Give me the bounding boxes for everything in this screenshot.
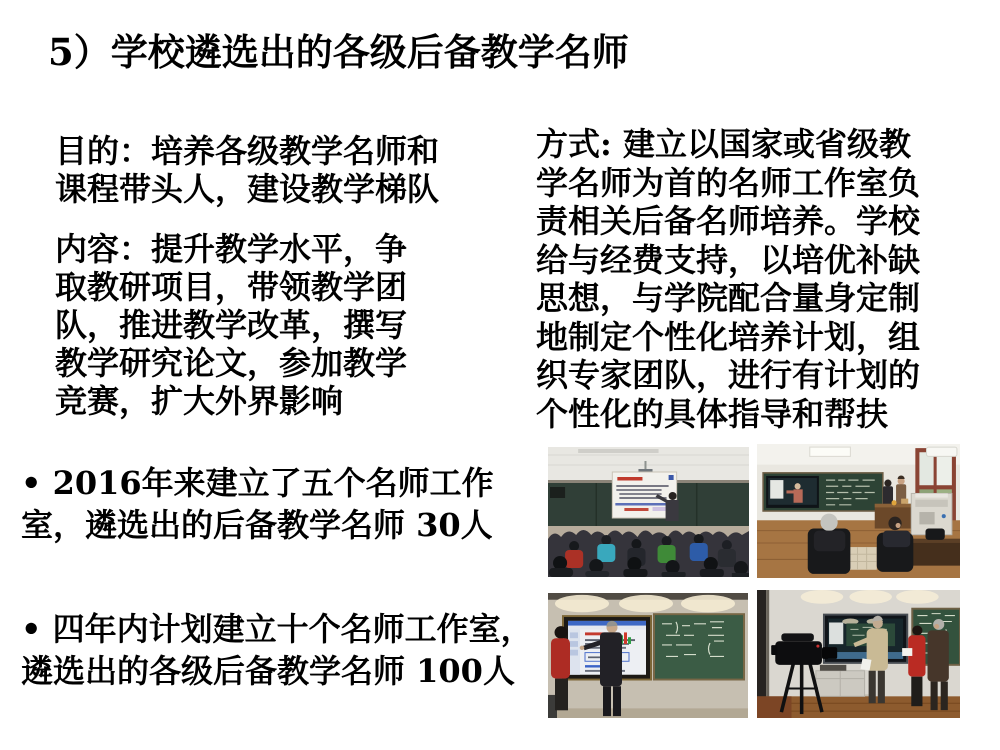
photo-seminar-room	[757, 444, 960, 578]
text-line: • 2016年来建立了五个名师工作	[21, 464, 494, 502]
text-line: 取教研项目，带领教学团	[55, 268, 408, 306]
photo-lecture-hall-illustration	[548, 447, 749, 577]
method-text	[536, 125, 920, 433]
content-text	[55, 230, 407, 420]
text-line: 个性化的具体指导和帮扶	[536, 394, 889, 433]
bullet-item-workshops-2016	[21, 462, 494, 546]
text-line: 队，推进教学改革，撰写	[55, 306, 408, 344]
photo-smartboard-illustration	[548, 593, 748, 718]
text-line: 给与经费支持，以培优补缺	[536, 240, 921, 279]
text-line: 竞赛，扩大外界影响	[55, 382, 344, 420]
text-line: 思想，与学院配合量身定制	[536, 279, 921, 317]
photo-smartboard-presentation	[548, 593, 748, 718]
slide-title: 5）学校遴选出的各级后备教学名师	[48, 30, 629, 74]
text-line: 目的：培养各级教学名师和	[55, 132, 440, 170]
photo-recording-illustration	[757, 590, 960, 718]
photo-recording-session	[757, 590, 960, 718]
text-line: 室，遴选出的后备教学名师 30人	[21, 506, 493, 544]
text-line: 地制定个性化培养计划，组	[536, 317, 921, 356]
text-line: 学名师为首的名师工作室负	[536, 163, 921, 202]
text-line: 教学研究论文，参加教学	[55, 344, 408, 382]
text-line: 课程带头人，建设教学梯队	[55, 170, 440, 208]
photo-seminar-room-illustration	[757, 444, 960, 578]
bullet-item-workshops-plan	[21, 608, 533, 692]
text-line: • 四年内计划建立十个名师工作室，	[21, 610, 533, 648]
text-line: 责相关后备名师培养。学校	[536, 202, 921, 240]
text-line: 内容：提升教学水平，争	[55, 230, 408, 268]
photo-lecture-hall	[548, 447, 749, 577]
purpose-text	[55, 132, 439, 208]
text-line: 遴选出的各级后备教学名师 100人	[21, 652, 515, 690]
text-line: 方式: 建立以国家或省级教	[536, 125, 911, 163]
text-line: 织专家团队，进行有计划的	[536, 356, 921, 394]
